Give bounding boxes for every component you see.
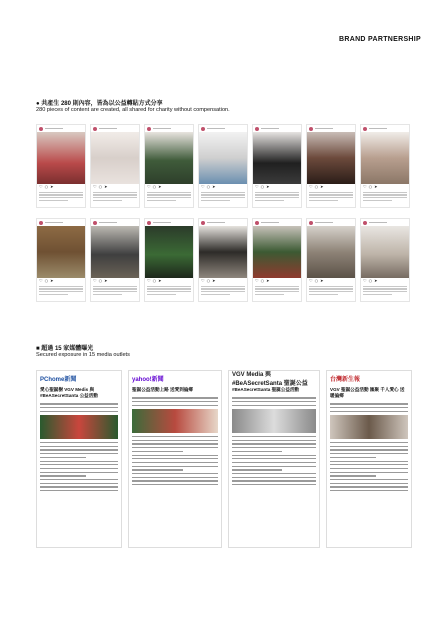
instagram-post[interactable] [36, 124, 86, 208]
article-text-line [330, 479, 408, 480]
caption-line [309, 291, 353, 292]
article-text-line [132, 447, 218, 448]
article-text-line [40, 407, 118, 408]
share-icon[interactable]: ➤ [320, 278, 324, 283]
instagram-post[interactable] [144, 218, 194, 302]
article-text-line [330, 475, 376, 476]
username-placeholder [45, 222, 63, 224]
article-text-line [330, 472, 408, 473]
like-icon[interactable]: ♡ [363, 184, 367, 189]
article-text-line [40, 486, 118, 487]
article-text-line [232, 447, 316, 448]
section-press-title: ■ 超過 15 家媒體曝光 [36, 346, 94, 352]
post-photo[interactable] [91, 132, 139, 184]
avatar[interactable] [39, 127, 43, 131]
article-text-line [330, 490, 408, 491]
username-placeholder [315, 128, 333, 130]
article-text-line [132, 484, 218, 485]
avatar[interactable] [93, 221, 97, 225]
post-photo[interactable] [361, 226, 409, 278]
article-text-line [232, 401, 316, 402]
comment-icon[interactable]: ○ [314, 278, 319, 283]
caption-line [201, 200, 230, 201]
username-placeholder [261, 128, 279, 130]
instagram-post[interactable] [90, 124, 140, 208]
username-placeholder [315, 222, 333, 224]
article-text-line [232, 451, 282, 452]
caption-line [93, 192, 137, 193]
section-press-subtitle: Secured exposure in 15 media outlets [36, 352, 130, 358]
caption-line [201, 286, 245, 287]
caption-line [309, 194, 353, 195]
article-text-line [330, 446, 408, 447]
instagram-post[interactable] [144, 124, 194, 208]
article-text-line [132, 405, 218, 406]
caption-line [309, 197, 353, 198]
caption-line [201, 291, 245, 292]
article-text-line [40, 411, 118, 412]
article-text-line [40, 472, 118, 473]
article-text-line [330, 464, 408, 465]
caption-line [201, 294, 230, 295]
share-icon[interactable]: ➤ [50, 278, 54, 283]
caption-line [201, 194, 245, 195]
press-clipping[interactable] [36, 370, 122, 548]
instagram-post[interactable] [90, 218, 140, 302]
username-placeholder [99, 222, 117, 224]
avatar[interactable] [93, 127, 97, 131]
post-header [145, 219, 193, 226]
caption-line [147, 294, 176, 295]
caption-line [147, 288, 191, 289]
comment-icon[interactable]: ○ [368, 278, 373, 283]
caption-line [309, 288, 353, 289]
post-photo[interactable] [199, 226, 247, 278]
article-text-line [232, 480, 316, 481]
comment-icon[interactable]: ○ [98, 278, 103, 283]
article-text-line [40, 479, 118, 480]
article-text-line [132, 440, 218, 441]
caption-line [255, 288, 299, 289]
comment-icon[interactable]: ○ [152, 184, 157, 189]
post-actions [307, 278, 355, 284]
post-header [253, 219, 301, 226]
username-placeholder [99, 128, 117, 130]
post-header [145, 125, 193, 132]
article-text-line [232, 397, 316, 398]
article-text-line [40, 461, 118, 462]
instagram-post[interactable] [252, 218, 302, 302]
caption-line [255, 294, 284, 295]
caption-line [93, 286, 137, 287]
caption-line [39, 194, 83, 195]
instagram-post[interactable] [252, 124, 302, 208]
comment-icon[interactable]: ○ [368, 184, 373, 189]
article-text-line [232, 405, 316, 406]
post-photo[interactable] [145, 226, 193, 278]
share-icon[interactable]: ➤ [374, 278, 378, 283]
post-actions [253, 278, 301, 284]
article-headline[interactable]: 愛心聖誕樹 VGV Medis 與 #BeASecretSanta 公益活動 [40, 387, 98, 398]
article-text-line [232, 484, 316, 485]
post-photo[interactable] [307, 226, 355, 278]
caption-line [39, 288, 83, 289]
post-actions [253, 184, 301, 190]
comment-icon[interactable]: ○ [98, 184, 103, 189]
like-icon[interactable]: ♡ [201, 184, 205, 189]
share-icon[interactable]: ➤ [104, 278, 108, 283]
article-text-line [232, 473, 316, 474]
article-headline[interactable]: #BeASecretSanta 聖誕公益活動 [232, 387, 300, 392]
like-icon[interactable]: ♡ [147, 184, 151, 189]
like-icon[interactable]: ♡ [39, 278, 43, 283]
section-social-title: ● 共產生 280 則內容，皆為以公益轉貼方式分享 [36, 101, 163, 107]
caption-line [93, 194, 137, 195]
avatar[interactable] [39, 221, 43, 225]
instagram-post[interactable] [360, 124, 410, 208]
avatar[interactable] [255, 127, 259, 131]
post-header [361, 219, 409, 226]
brand-partnership-label: BRAND PARTNERSHIP [339, 36, 421, 43]
avatar[interactable] [309, 221, 313, 225]
avatar[interactable] [363, 221, 367, 225]
share-icon[interactable]: ➤ [104, 184, 108, 189]
caption-line [309, 286, 353, 287]
article-text-line [40, 468, 118, 469]
article-text-line [40, 457, 86, 458]
like-icon[interactable]: ♡ [201, 278, 205, 283]
caption-line [93, 197, 137, 198]
article-text-line [330, 453, 408, 454]
article-text-line [330, 442, 408, 443]
post-actions [361, 278, 409, 284]
caption-line [201, 197, 245, 198]
caption-line [363, 288, 407, 289]
caption-line [147, 291, 191, 292]
caption-line [147, 286, 191, 287]
article-text-line [40, 453, 118, 454]
article-text-line [232, 477, 316, 478]
caption-line [255, 200, 284, 201]
instagram-post[interactable] [198, 124, 248, 208]
post-photo[interactable] [37, 132, 85, 184]
post-actions [145, 278, 193, 284]
comment-icon[interactable]: ○ [314, 184, 319, 189]
share-icon[interactable]: ➤ [212, 278, 216, 283]
like-icon[interactable]: ♡ [363, 278, 367, 283]
caption-line [363, 197, 407, 198]
caption-line [39, 294, 68, 295]
caption-line [93, 288, 137, 289]
article-headline[interactable]: 聖誕公益活動上路 送愛到偏鄉 [132, 387, 193, 392]
post-photo[interactable] [199, 132, 247, 184]
instagram-post[interactable] [198, 218, 248, 302]
username-placeholder [153, 128, 171, 130]
outlet-name: PChome新聞 [40, 376, 77, 383]
article-text-line [132, 462, 218, 463]
article-photo [40, 415, 118, 439]
press-clipping[interactable] [326, 370, 412, 548]
comment-icon[interactable]: ○ [152, 278, 157, 283]
caption-line [309, 200, 338, 201]
article-photo [232, 409, 316, 433]
avatar[interactable] [201, 221, 205, 225]
article-text-line [232, 436, 316, 437]
instagram-post-grid [36, 124, 412, 302]
caption-line [93, 200, 122, 201]
post-photo[interactable] [145, 132, 193, 184]
like-icon[interactable]: ♡ [309, 278, 313, 283]
article-text-line [40, 442, 118, 443]
username-placeholder [207, 128, 225, 130]
post-photo[interactable] [37, 226, 85, 278]
article-text-line [232, 466, 316, 467]
caption-line [93, 294, 122, 295]
post-header [91, 125, 139, 132]
article-photo [330, 415, 408, 439]
article-text-line [40, 403, 118, 404]
caption-line [147, 192, 191, 193]
share-icon[interactable]: ➤ [320, 184, 324, 189]
caption-line [39, 286, 83, 287]
avatar[interactable] [363, 127, 367, 131]
article-photo [132, 409, 218, 433]
post-header [37, 125, 85, 132]
article-text-line [330, 457, 376, 458]
caption-line [255, 291, 299, 292]
comment-icon[interactable]: ○ [206, 278, 211, 283]
caption-line [39, 197, 83, 198]
article-text-line [40, 490, 118, 491]
caption-line [363, 294, 392, 295]
comment-icon[interactable]: ○ [44, 278, 49, 283]
caption-line [363, 192, 407, 193]
share-icon[interactable]: ➤ [158, 278, 162, 283]
article-text-line [132, 455, 218, 456]
caption-line [363, 291, 407, 292]
article-text-line [132, 443, 218, 444]
caption-line [255, 197, 299, 198]
article-text-line [330, 403, 408, 404]
article-text-line [132, 466, 218, 467]
like-icon[interactable]: ♡ [255, 184, 259, 189]
article-text-line [232, 455, 316, 456]
caption-line [309, 192, 353, 193]
share-icon[interactable]: ➤ [50, 184, 54, 189]
caption-line [201, 192, 245, 193]
username-placeholder [261, 222, 279, 224]
instagram-post[interactable] [306, 218, 356, 302]
instagram-post[interactable] [360, 218, 410, 302]
post-actions [91, 184, 139, 190]
article-text-line [132, 480, 218, 481]
caption-line [255, 286, 299, 287]
username-placeholder [369, 222, 387, 224]
post-header [253, 125, 301, 132]
article-text-line [132, 436, 218, 437]
post-header [361, 125, 409, 132]
like-icon[interactable]: ♡ [39, 184, 43, 189]
post-actions [145, 184, 193, 190]
caption-line [93, 291, 137, 292]
post-photo[interactable] [253, 132, 301, 184]
share-icon[interactable]: ➤ [374, 184, 378, 189]
article-text-line [232, 440, 316, 441]
caption-line [39, 200, 68, 201]
article-text-line [330, 411, 408, 412]
outlet-name: 台灣新生報 [330, 376, 361, 383]
caption-line [363, 200, 392, 201]
username-placeholder [369, 128, 387, 130]
article-headline[interactable]: VGV 聖誕公益活動 匯聚 千人愛心 送暖偏鄉 [330, 387, 405, 398]
instagram-post[interactable] [306, 124, 356, 208]
article-text-line [232, 443, 316, 444]
article-text-line [132, 397, 218, 398]
username-placeholder [207, 222, 225, 224]
username-placeholder [45, 128, 63, 130]
article-text-line [132, 401, 218, 402]
outlet-name: yahoo!新聞 [132, 376, 164, 383]
caption-line [309, 294, 338, 295]
comment-icon[interactable]: ○ [260, 184, 265, 189]
article-text-line [330, 468, 408, 469]
like-icon[interactable]: ♡ [147, 278, 151, 283]
caption-line [255, 194, 299, 195]
post-photo[interactable] [91, 226, 139, 278]
share-icon[interactable]: ➤ [266, 184, 270, 189]
article-text-line [330, 461, 408, 462]
avatar[interactable] [147, 127, 151, 131]
article-text-line [40, 446, 118, 447]
post-actions [91, 278, 139, 284]
caption-line [363, 286, 407, 287]
caption-line [201, 288, 245, 289]
press-clippings-row [36, 370, 412, 548]
article-text-line [132, 451, 183, 452]
post-actions [37, 278, 85, 284]
article-text-line [40, 475, 86, 476]
post-actions [37, 184, 85, 190]
caption-line [147, 200, 176, 201]
article-text-line [330, 407, 408, 408]
like-icon[interactable]: ♡ [93, 184, 97, 189]
article-text-line [40, 464, 118, 465]
press-clipping[interactable] [228, 370, 320, 548]
share-icon[interactable]: ➤ [266, 278, 270, 283]
post-photo[interactable] [253, 226, 301, 278]
article-text-line [232, 462, 316, 463]
avatar[interactable] [255, 221, 259, 225]
post-header [199, 219, 247, 226]
like-icon[interactable]: ♡ [93, 278, 97, 283]
article-text-line [330, 486, 408, 487]
comment-icon[interactable]: ○ [206, 184, 211, 189]
outlet-name: VGV Media 與 #BeASecretSanta 聖誕公益 [232, 372, 308, 387]
article-text-line [40, 449, 118, 450]
post-header [37, 219, 85, 226]
post-header [91, 219, 139, 226]
caption-line [39, 192, 83, 193]
post-actions [361, 184, 409, 190]
avatar[interactable] [147, 221, 151, 225]
post-header [307, 125, 355, 132]
article-text-line [232, 458, 316, 459]
post-header [199, 125, 247, 132]
post-actions [199, 278, 247, 284]
article-text-line [132, 469, 183, 470]
username-placeholder [153, 222, 171, 224]
post-header [307, 219, 355, 226]
avatar[interactable] [309, 127, 313, 131]
comment-icon[interactable]: ○ [44, 184, 49, 189]
article-text-line [132, 458, 218, 459]
share-icon[interactable]: ➤ [158, 184, 162, 189]
article-text-line [132, 477, 218, 478]
caption-line [147, 197, 191, 198]
article-text-line [132, 473, 218, 474]
like-icon[interactable]: ♡ [255, 278, 259, 283]
like-icon[interactable]: ♡ [309, 184, 313, 189]
section-social-subtitle: 280 pieces of content are created, all shared for charity without compensation. [36, 107, 230, 113]
post-actions [199, 184, 247, 190]
comment-icon[interactable]: ○ [260, 278, 265, 283]
share-icon[interactable]: ➤ [212, 184, 216, 189]
article-text-line [330, 483, 408, 484]
caption-line [363, 194, 407, 195]
post-actions [307, 184, 355, 190]
caption-line [39, 291, 83, 292]
instagram-post[interactable] [36, 218, 86, 302]
article-text-line [232, 469, 282, 470]
post-photo[interactable] [307, 132, 355, 184]
article-text-line [330, 449, 408, 450]
post-photo[interactable] [361, 132, 409, 184]
caption-line [255, 192, 299, 193]
avatar[interactable] [201, 127, 205, 131]
caption-line [147, 194, 191, 195]
press-clipping[interactable] [128, 370, 222, 548]
article-text-line [40, 483, 118, 484]
